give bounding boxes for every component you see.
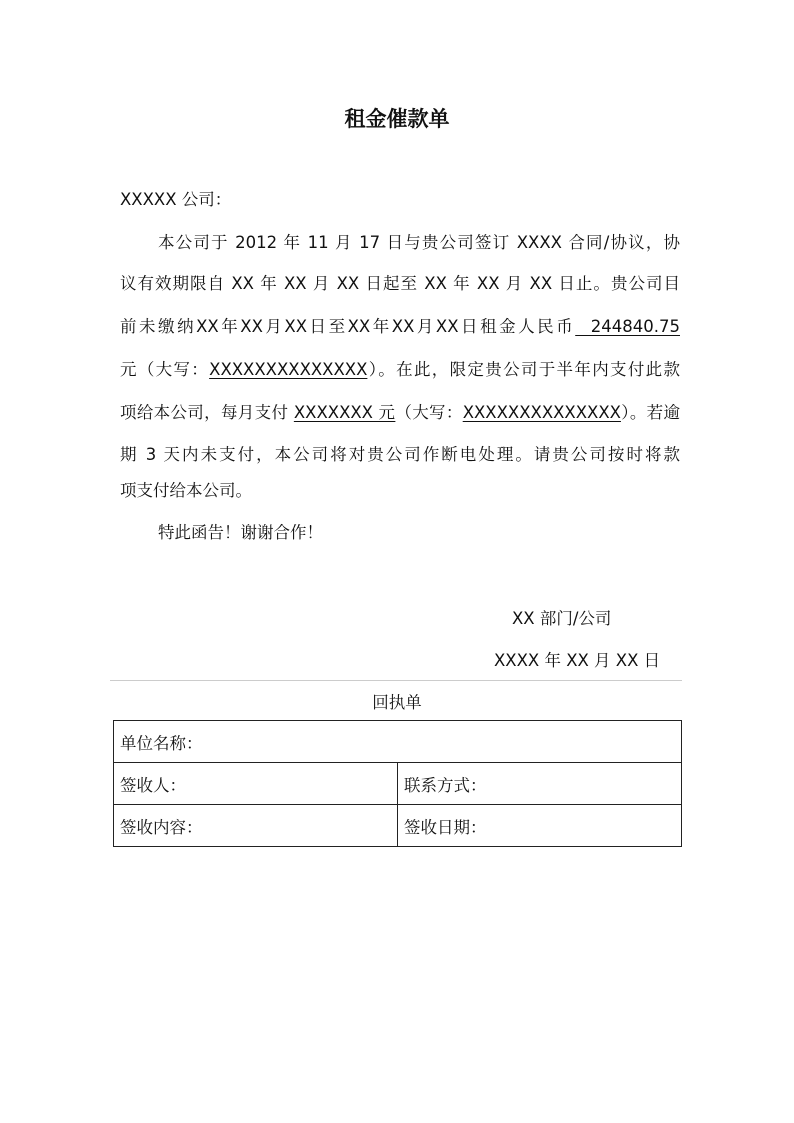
monthly-amount-in-words: XXXXXXXXXXXXXX (462, 403, 621, 422)
body-text: 项给本公司，每月支付 (120, 403, 294, 422)
rent-amount: 244840.75 (575, 317, 680, 336)
content-cell: 签收内容： (114, 805, 398, 847)
table-row (114, 763, 682, 805)
document-title: 租金催款单 (344, 106, 450, 131)
body-line: 项支付给本公司。 (120, 481, 252, 500)
receipt-table (113, 720, 682, 847)
divider (110, 680, 682, 681)
closing-line: 特此函告！谢谢合作！ (158, 523, 323, 542)
body-line: 议有效期限自 XX 年 XX 月 XX 日起至 XX 年 XX 月 XX 日止。贵公司目 (120, 274, 680, 293)
body-line (120, 359, 680, 381)
body-text: ）。若逾 (620, 403, 681, 422)
table-row (114, 805, 682, 847)
receipt-title: 回执单 (372, 693, 422, 712)
body-line: 期 3 天内未支付，本公司将对贵公司作断电处理。请贵公司按时将款 (120, 445, 680, 464)
monthly-amount: XXXXXXX 元 (293, 403, 396, 422)
body-line (120, 316, 680, 338)
body-text: 元（大写： (120, 360, 210, 379)
unit-name-cell: 单位名称： (114, 721, 682, 763)
body-text: （大写： (395, 403, 463, 422)
signer-cell: 签收人： (114, 763, 398, 805)
body-text: 前未缴纳XX年XX月XX日至XX年XX月XX日租金人民币 (120, 317, 576, 336)
sign-date-cell: 签收日期： (398, 805, 682, 847)
body-line (120, 402, 680, 424)
amount-in-words: XXXXXXXXXXXXXX (209, 360, 368, 379)
signature-department: XX 部门/公司 (512, 609, 612, 628)
body-line: 本公司于 2012 年 11 月 17 日与贵公司签订 XXXX 合同/协议，协 (158, 233, 680, 252)
table-row (114, 721, 682, 763)
contact-cell: 联系方式： (398, 763, 682, 805)
signature-date: XXXX 年 XX 月 XX 日 (494, 651, 661, 670)
body-text: ）。在此，限定贵公司于半年内支付此款 (367, 360, 681, 379)
salutation: XXXXX 公司： (120, 190, 232, 209)
